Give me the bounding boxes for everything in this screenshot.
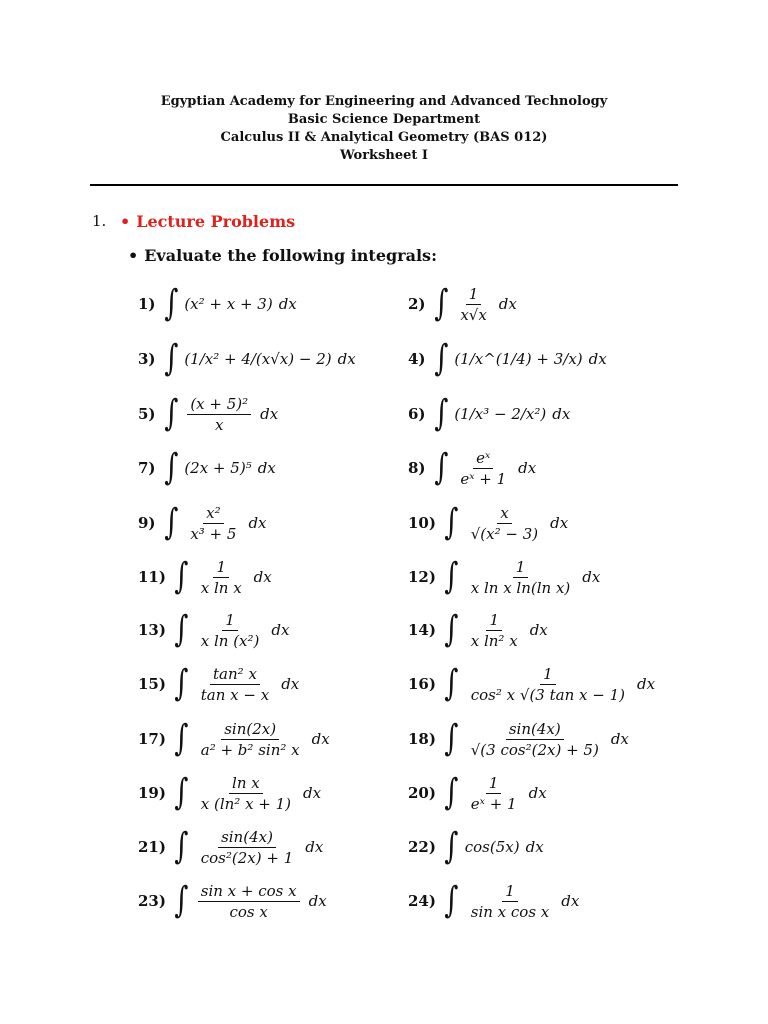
problem-number: 5) <box>138 405 156 423</box>
problem-number: 15) <box>138 675 166 693</box>
numerator: (x + 5)² <box>187 395 251 415</box>
problem-number: 22) <box>408 838 436 856</box>
integrand <box>465 558 577 597</box>
integral-sign: ∫ <box>444 663 459 704</box>
fraction <box>198 828 297 867</box>
integrand <box>454 350 582 368</box>
fraction <box>468 774 520 813</box>
integrand <box>195 882 303 921</box>
numerator: 1 <box>513 558 529 578</box>
differential: dx <box>311 730 330 748</box>
numerator: 1 <box>222 611 238 631</box>
integrand <box>465 611 524 650</box>
denominator: cos² x √(3 tan x − 1) <box>470 685 625 704</box>
integrand <box>195 774 297 813</box>
integrand <box>454 449 512 488</box>
fraction <box>468 665 628 704</box>
problem-number: 19) <box>138 784 166 802</box>
problem-5 <box>138 388 278 440</box>
worksheet-title: Worksheet I <box>340 148 428 163</box>
bullet-icon: • <box>120 212 131 231</box>
integrand <box>465 838 520 856</box>
numerator: x <box>497 504 511 524</box>
problem-12 <box>408 551 600 603</box>
integral-sign: ∫ <box>174 609 189 650</box>
problem-number: 24) <box>408 892 436 910</box>
differential: dx <box>610 730 629 748</box>
integral-sign: ∫ <box>433 338 448 379</box>
differential: dx <box>561 892 580 910</box>
integral-sign: ∫ <box>433 393 448 434</box>
numerator: tan² x <box>210 665 260 685</box>
numerator: sin(4x) <box>506 720 564 740</box>
numerator: ln x <box>229 774 263 794</box>
problem-number: 4) <box>408 350 426 368</box>
problem-number: 20) <box>408 784 436 802</box>
denominator: eˣ + 1 <box>460 469 507 488</box>
expression: (x² + x + 3) <box>184 295 273 313</box>
fraction <box>187 395 251 434</box>
differential: dx <box>582 568 601 586</box>
problem-16 <box>408 658 655 710</box>
instruction <box>128 246 437 265</box>
integrand <box>454 285 492 324</box>
integrand <box>195 611 266 650</box>
integral-sign: ∫ <box>174 718 189 759</box>
problem-18 <box>408 713 629 765</box>
expression: (1/x^(1/4) + 3/x) <box>454 350 583 368</box>
integral-sign: ∫ <box>444 880 459 921</box>
integrand <box>184 395 254 434</box>
problem-15 <box>138 658 299 710</box>
problem-13 <box>138 604 289 656</box>
fraction <box>457 449 509 488</box>
numerator: sin(4x) <box>218 828 276 848</box>
differential: dx <box>498 295 517 313</box>
problem-number: 10) <box>408 514 436 532</box>
denominator: x ln x ln(ln x) <box>470 578 571 597</box>
numerator: sin x + cos x <box>198 882 300 902</box>
denominator: x³ + 5 <box>190 524 237 543</box>
differential: dx <box>271 621 290 639</box>
differential: dx <box>305 838 324 856</box>
fraction <box>187 504 239 543</box>
expression: (1/x³ − 2/x²) <box>454 405 547 423</box>
fraction <box>198 665 272 704</box>
header-divider <box>90 184 678 186</box>
integrand <box>184 504 242 543</box>
integrand <box>465 504 544 543</box>
differential: dx <box>248 514 267 532</box>
fraction <box>198 558 245 597</box>
bullet-icon: • <box>128 246 139 265</box>
integrand <box>184 295 272 313</box>
integral-sign: ∫ <box>174 880 189 921</box>
integrand <box>454 405 546 423</box>
problem-number: 2) <box>408 295 426 313</box>
numerator: 1 <box>466 285 482 305</box>
integral-sign: ∫ <box>444 718 459 759</box>
document-header <box>0 93 768 165</box>
differential: dx <box>529 621 548 639</box>
numerator: 1 <box>486 611 502 631</box>
differential: dx <box>253 568 272 586</box>
course-title: Calculus II & Analytical Geometry (BAS 012) <box>220 130 548 145</box>
fraction <box>198 611 263 650</box>
problem-number: 17) <box>138 730 166 748</box>
institution-name: Egyptian Academy for Engineering and Advanced Technology <box>160 94 608 109</box>
integral-sign: ∫ <box>174 772 189 813</box>
denominator: a² + b² sin² x <box>200 740 300 759</box>
numerator: 1 <box>540 665 556 685</box>
numerator: sin(2x) <box>221 720 279 740</box>
integrand <box>195 665 275 704</box>
problem-number: 13) <box>138 621 166 639</box>
integral-sign: ∫ <box>163 393 178 434</box>
expression: cos(5x) <box>464 838 520 856</box>
differential: dx <box>308 892 327 910</box>
problem-22 <box>408 821 544 873</box>
problem-number: 12) <box>408 568 436 586</box>
problem-7 <box>138 442 276 494</box>
problem-1 <box>138 278 297 330</box>
differential: dx <box>257 459 276 477</box>
expression: (1/x² + 4/(x√x) − 2) <box>184 350 332 368</box>
differential: dx <box>552 405 571 423</box>
differential: dx <box>278 295 297 313</box>
differential: dx <box>636 675 656 693</box>
instruction-text: Evaluate the following integrals: <box>144 246 437 265</box>
denominator: cos x <box>229 902 268 921</box>
problem-number: 7) <box>138 459 156 477</box>
problem-number: 18) <box>408 730 436 748</box>
denominator: sin x cos x <box>470 902 550 921</box>
integrand <box>465 665 631 704</box>
integrand <box>184 350 331 368</box>
fraction <box>468 504 541 543</box>
numerator: x² <box>203 504 223 524</box>
fraction <box>468 558 574 597</box>
problem-3 <box>138 333 356 385</box>
differential: dx <box>518 459 537 477</box>
problem-9 <box>138 497 267 549</box>
problem-10 <box>408 497 568 549</box>
numerator: 1 <box>486 774 502 794</box>
differential: dx <box>281 675 300 693</box>
section-heading <box>120 212 295 231</box>
problem-number: 11) <box>138 568 166 586</box>
integrand <box>184 459 251 477</box>
integral-sign: ∫ <box>444 556 459 597</box>
numerator: 1 <box>213 558 229 578</box>
section-title: Lecture Problems <box>136 212 296 231</box>
integrand <box>195 828 300 867</box>
denominator: √(x² − 3) <box>470 524 539 543</box>
problem-number: 6) <box>408 405 426 423</box>
numerator: eˣ <box>473 449 493 469</box>
integral-sign: ∫ <box>163 283 178 324</box>
problem-17 <box>138 713 330 765</box>
integrand <box>465 774 523 813</box>
denominator: tan x − x <box>200 685 270 704</box>
denominator: x ln² x <box>470 631 518 650</box>
differential: dx <box>525 838 544 856</box>
denominator: x (ln² x + 1) <box>200 794 292 813</box>
problem-number: 14) <box>408 621 436 639</box>
numerator: 1 <box>502 882 518 902</box>
denominator: x√x <box>460 305 487 324</box>
expression: (2x + 5)⁵ <box>184 459 252 477</box>
fraction <box>468 720 602 759</box>
problem-number: 16) <box>408 675 436 693</box>
integrand <box>465 720 605 759</box>
problem-number: 3) <box>138 350 156 368</box>
problem-number: 1) <box>138 295 156 313</box>
integral-sign: ∫ <box>444 826 459 867</box>
fraction <box>468 611 521 650</box>
differential: dx <box>550 514 569 532</box>
integrand <box>195 720 306 759</box>
denominator: x <box>214 415 224 434</box>
differential: dx <box>260 405 279 423</box>
problem-14 <box>408 604 548 656</box>
problem-24 <box>408 875 579 927</box>
problem-20 <box>408 767 547 819</box>
denominator: x ln x <box>200 578 242 597</box>
section-number: 1. <box>92 212 107 230</box>
differential: dx <box>588 350 607 368</box>
problem-number: 23) <box>138 892 166 910</box>
problem-23 <box>138 875 327 927</box>
fraction <box>468 882 553 921</box>
problem-number: 8) <box>408 459 426 477</box>
integral-sign: ∫ <box>433 283 448 324</box>
denominator: √(3 cos²(2x) + 5) <box>470 740 599 759</box>
problem-2 <box>408 278 517 330</box>
integral-sign: ∫ <box>163 502 178 543</box>
department-name: Basic Science Department <box>287 112 481 127</box>
problem-number: 21) <box>138 838 166 856</box>
problem-6 <box>408 388 570 440</box>
integral-sign: ∫ <box>174 663 189 704</box>
denominator: cos²(2x) + 1 <box>200 848 294 867</box>
problem-number: 9) <box>138 514 156 532</box>
differential: dx <box>528 784 547 802</box>
integral-sign: ∫ <box>174 826 189 867</box>
fraction <box>198 882 300 921</box>
integral-sign: ∫ <box>163 447 178 488</box>
problem-21 <box>138 821 323 873</box>
problem-11 <box>138 551 272 603</box>
integral-sign: ∫ <box>444 772 459 813</box>
denominator: x ln (x²) <box>200 631 260 650</box>
integral-sign: ∫ <box>433 447 448 488</box>
problem-8 <box>408 442 536 494</box>
integrand <box>195 558 248 597</box>
problem-19 <box>138 767 321 819</box>
integral-sign: ∫ <box>174 556 189 597</box>
fraction <box>457 285 489 324</box>
fraction <box>198 774 294 813</box>
integrand <box>465 882 556 921</box>
denominator: eˣ + 1 <box>470 794 517 813</box>
differential: dx <box>303 784 322 802</box>
integral-sign: ∫ <box>163 338 178 379</box>
integral-sign: ∫ <box>444 502 459 543</box>
differential: dx <box>337 350 356 368</box>
integral-sign: ∫ <box>444 609 459 650</box>
fraction <box>198 720 303 759</box>
problem-4 <box>408 333 607 385</box>
